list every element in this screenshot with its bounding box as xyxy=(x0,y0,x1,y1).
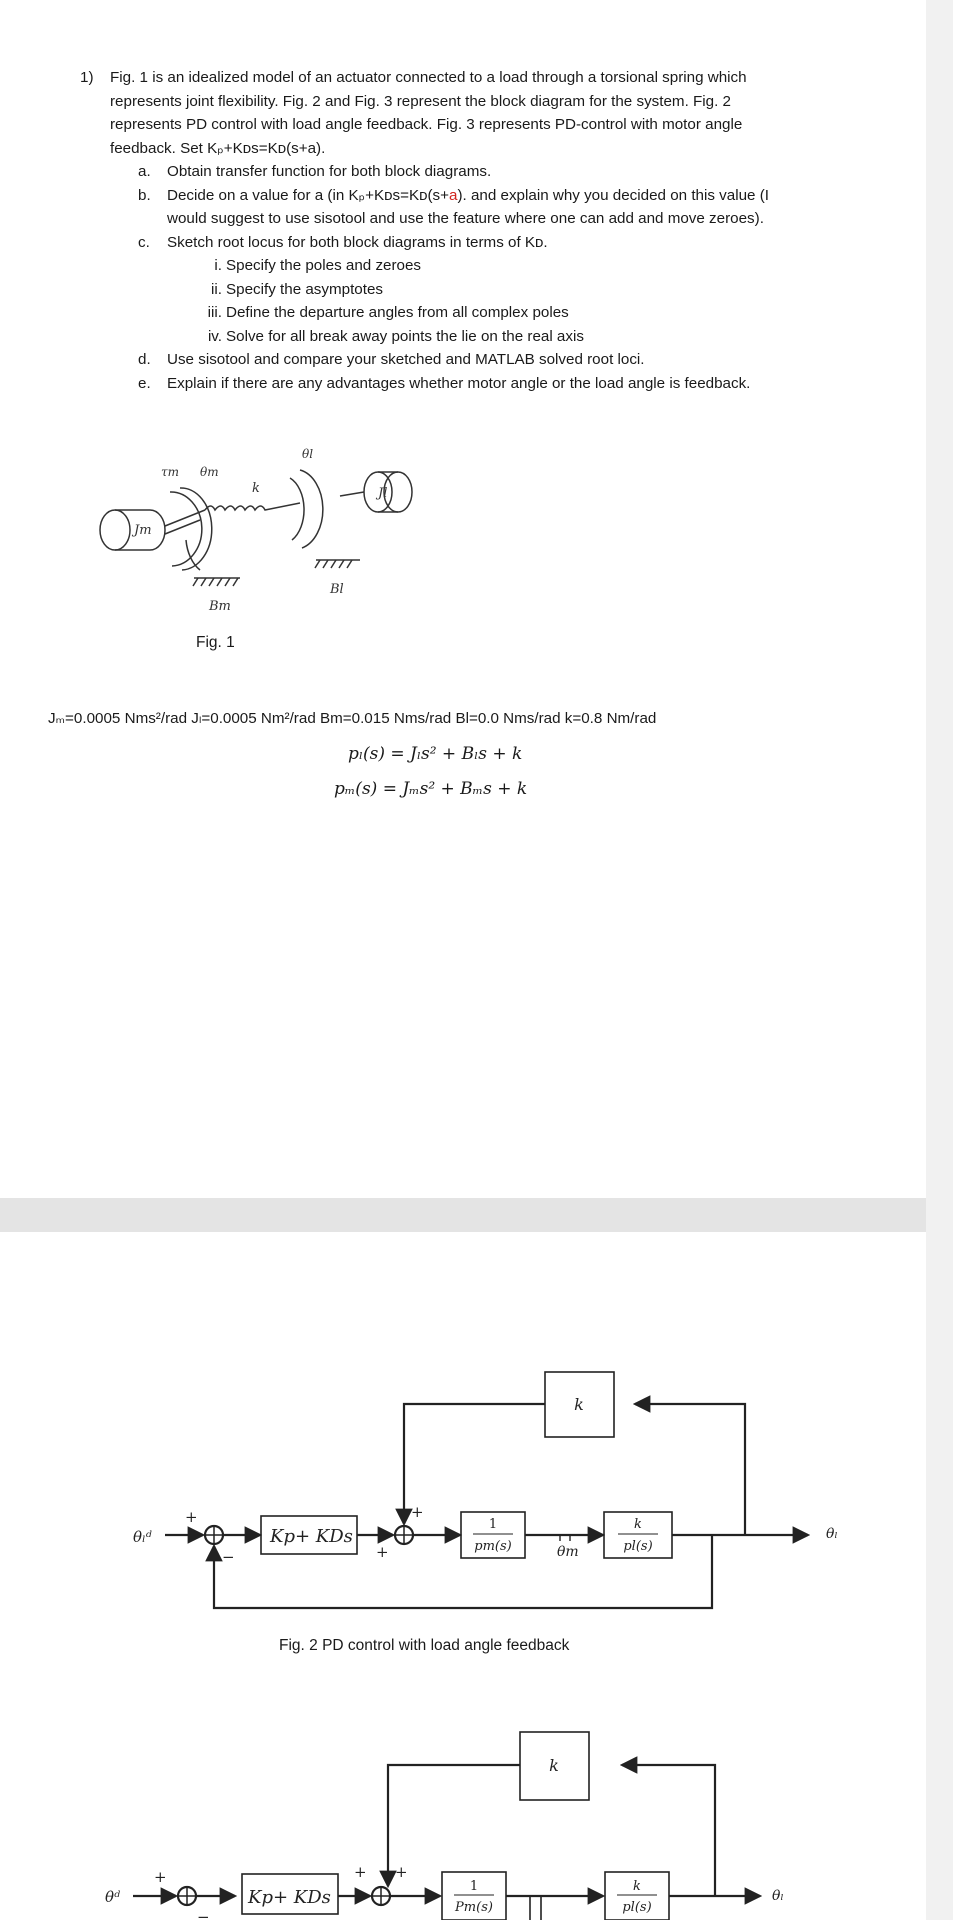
fig2-minus-1: − xyxy=(222,1548,235,1566)
fig2-plus-2: + xyxy=(411,1503,424,1521)
fig1-label-Jm: Jm xyxy=(134,523,152,538)
part-b-line-2: would suggest to use sisotool and use the feature where one can add and move zeroes). xyxy=(167,210,764,227)
fig2-pl-den: pl(s) xyxy=(623,1539,653,1554)
fig2-plus-3: + xyxy=(376,1543,389,1561)
fig3-output-label: θₗ xyxy=(772,1888,784,1904)
document-page-2 xyxy=(0,1232,926,1920)
equation-pm: pₘ(s) = Jₘs² + Bₘs + k xyxy=(334,779,528,799)
fig3-input-label: θᵈ xyxy=(105,1888,121,1906)
fig2-theta-m: θm xyxy=(557,1544,579,1560)
fig3-plus-1: + xyxy=(154,1868,167,1886)
intro-line-4: feedback. Set Kₚ+Kᴅs=Kᴅ(s+a). xyxy=(110,139,326,157)
fig2-pd-label: Kp+ KDs xyxy=(270,1526,353,1547)
fig2-output-label: θₗ xyxy=(826,1526,838,1542)
fig3-pl-num: k xyxy=(633,1879,641,1894)
equation-pl: pₗ(s) = Jₗs² + Bₗs + k xyxy=(348,744,523,764)
part-c-ii-label: ii. xyxy=(211,280,222,298)
fig3-plus-3: + xyxy=(395,1863,408,1881)
fig2-pl-num: k xyxy=(634,1517,642,1532)
part-c-iv-text: Solve for all break away points the lie on the real axis xyxy=(226,327,584,345)
intro-line-2: represents joint flexibility. Fig. 2 and Fig. 3 represent the block diagram for the system. Fig. 2 xyxy=(110,92,731,110)
fig2-k-label: k xyxy=(574,1395,584,1414)
parameters-line: Jₘ=0.0005 Nms²/rad Jₗ=0.0005 Nm²/rad Bm=0.015 Nms/rad Bl=0.0 Nms/rad k=0.8 Nm/rad xyxy=(48,710,657,727)
motor-inertia-disc-left xyxy=(100,510,130,550)
fig3-pd-label: Kp+ KDs xyxy=(248,1887,331,1908)
fig1-diagram xyxy=(0,0,926,700)
part-b-line-1: Decide on a value for a (in Kₚ+Kᴅs=Kᴅ(s+a). and explain why you decided on this value (I xyxy=(167,186,769,204)
page-gap xyxy=(0,1198,926,1232)
fig1-label-tau-m: τm xyxy=(161,465,180,479)
fig1-label-Bm: Bm xyxy=(209,599,231,614)
fig3-pl-den: pl(s) xyxy=(622,1900,652,1915)
fig3-pm-num: 1 xyxy=(469,1879,479,1894)
part-a-text: Obtain transfer function for both block diagrams. xyxy=(167,163,492,180)
viewer-right-margin xyxy=(926,0,953,1920)
fig3-plus-2: + xyxy=(354,1863,367,1881)
part-c-i-label: i. xyxy=(214,257,222,274)
part-c-iii-text: Define the departure angles from all complex poles xyxy=(226,304,569,321)
fig2-pm-den: pm(s) xyxy=(474,1539,512,1554)
fig1-label-theta-m: θm xyxy=(200,465,219,479)
part-d-label: d. xyxy=(138,351,151,368)
part-c-iii-label: iii. xyxy=(207,304,222,321)
part-b-label: b. xyxy=(138,186,151,204)
fig2-block-diagram xyxy=(0,1232,926,1920)
fig2-pm-num: 1 xyxy=(488,1517,498,1532)
part-a-label: a. xyxy=(138,163,151,180)
part-e-text: Explain if there are any advantages whether motor angle or the load angle is feedback. xyxy=(167,374,751,392)
intro-line-1: Fig. 1 is an idealized model of an actuator connected to a load through a torsional spring which xyxy=(110,69,747,86)
part-c-i-text: Specify the poles and zeroes xyxy=(226,257,422,274)
fig1-label-Bl: Bl xyxy=(330,582,344,597)
fig2-plus-1: + xyxy=(185,1508,198,1526)
question-number: 1) xyxy=(80,69,94,86)
fig3-minus-1: − xyxy=(197,1908,210,1920)
intro-line-3: represents PD control with load angle feedback. Fig. 3 represents PD-control with motor angle xyxy=(110,116,743,133)
part-e-label: e. xyxy=(138,374,151,392)
fig3-pm-den: Pm(s) xyxy=(455,1900,493,1915)
part-c-label: c. xyxy=(138,233,150,251)
fig1-caption: Fig. 1 xyxy=(196,634,235,651)
fig2-input-label: θₗᵈ xyxy=(133,1528,152,1546)
part-c-iv-label: iv. xyxy=(207,327,222,345)
part-c-ii-text: Specify the asymptotes xyxy=(226,280,384,298)
fig1-label-k: k xyxy=(252,481,260,496)
fig1-label-theta-l: θl xyxy=(302,447,314,461)
spring-icon xyxy=(205,503,300,510)
fig3-k-label: k xyxy=(549,1756,559,1775)
fig1-label-Jl: Jl xyxy=(378,486,388,501)
part-c-text: Sketch root locus for both block diagrams in terms of Kᴅ. xyxy=(167,233,548,251)
fig2-caption: Fig. 2 PD control with load angle feedback xyxy=(279,1637,570,1654)
part-d-text: Use sisotool and compare your sketched and MATLAB solved root loci. xyxy=(167,351,645,368)
